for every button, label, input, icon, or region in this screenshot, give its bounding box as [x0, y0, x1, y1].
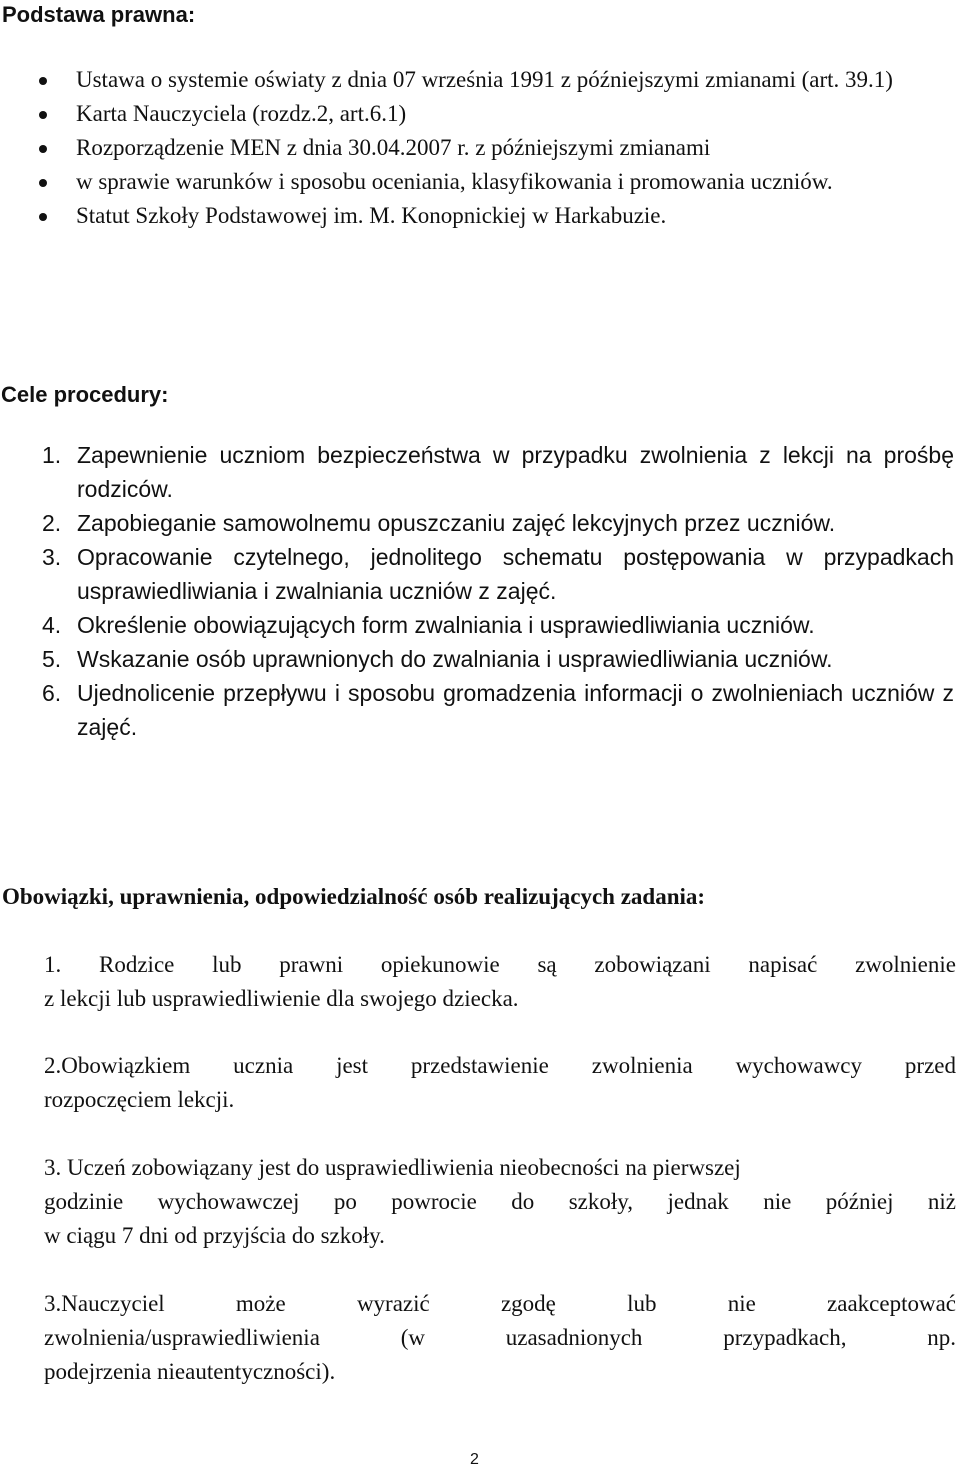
goals-list — [42, 438, 954, 744]
list-item: w sprawie warunków i sposobu oceniania, klasyfikowania i promowania uczniów. — [76, 165, 956, 199]
list-item: 2. Zapobieganie samowolnemu opuszczaniu zajęć lekcyjnych przez uczniów. — [42, 510, 836, 536]
list-item: 6. Ujednolicenie przepływu i sposobu gromadzenia informacji o zwolnieniach uczniów z zajęć. — [42, 680, 954, 740]
duty-paragraph: 3.Nauczyciel może wyrazić zgodę lub nie zaakceptować zwolnienia/usprawiedliwienia (w uzasadnionych przypadkach, np. podejrzenia nieautentyczności). — [44, 1291, 956, 1384]
duty-paragraph: 2.Obowiązkiem ucznia jest przedstawienie zwolnienia wychowawcy przed rozpoczęciem lekcji. — [44, 1053, 956, 1112]
list-item: Ustawa o systemie oświaty z dnia 07 września 1991 z późniejszymi zmianami (art. 39.1) — [76, 63, 956, 97]
list-item: 3. Opracowanie czytelnego, jednolitego schematu postępowania w przypadkach usprawiedliwiania i zwalniania uczniów z zajęć. — [42, 544, 954, 604]
section-heading-legal-basis: Podstawa prawna: — [2, 2, 196, 27]
legal-basis-list — [76, 63, 956, 233]
list-item: Rozporządzenie MEN z dnia 30.04.2007 r. z późniejszymi zmianami — [76, 131, 956, 165]
list-item: 4. Określenie obowiązujących form zwalniania i usprawiedliwiania uczniów. — [42, 612, 815, 638]
list-item: Karta Nauczyciela (rozdz.2, art.6.1) — [76, 97, 956, 131]
page-number: 2 — [470, 1451, 479, 1468]
duty-paragraph: 1. Rodzice lub prawni opiekunowie są zobowiązani napisać zwolnienie z lekcji lub usprawiedliwienie dla swojego dziecka. — [44, 952, 956, 1011]
list-item: 1. Zapewnienie uczniom bezpieczeństwa w przypadku zwolnienia z lekcji na prośbę rodziców. — [42, 442, 954, 502]
section-heading-goals: Cele procedury: — [1, 382, 169, 407]
section-heading-duties: Obowiązki, uprawnienia, odpowiedzialność osób realizujących zadania: — [2, 884, 706, 909]
duty-paragraph: 3. Uczeń zobowiązany jest do usprawiedliwienia nieobecności na pierwszej godzinie wychowawczej po powrocie do szkoły, jednak nie później niż w ciągu 7 dni od przyjścia do szkoły. — [44, 1155, 956, 1248]
list-item: 5. Wskazanie osób uprawnionych do zwalniania i usprawiedliwiania uczniów. — [42, 646, 833, 672]
list-item: Statut Szkoły Podstawowej im. M. Konopnickiej w Harkabuzie. — [76, 199, 956, 233]
